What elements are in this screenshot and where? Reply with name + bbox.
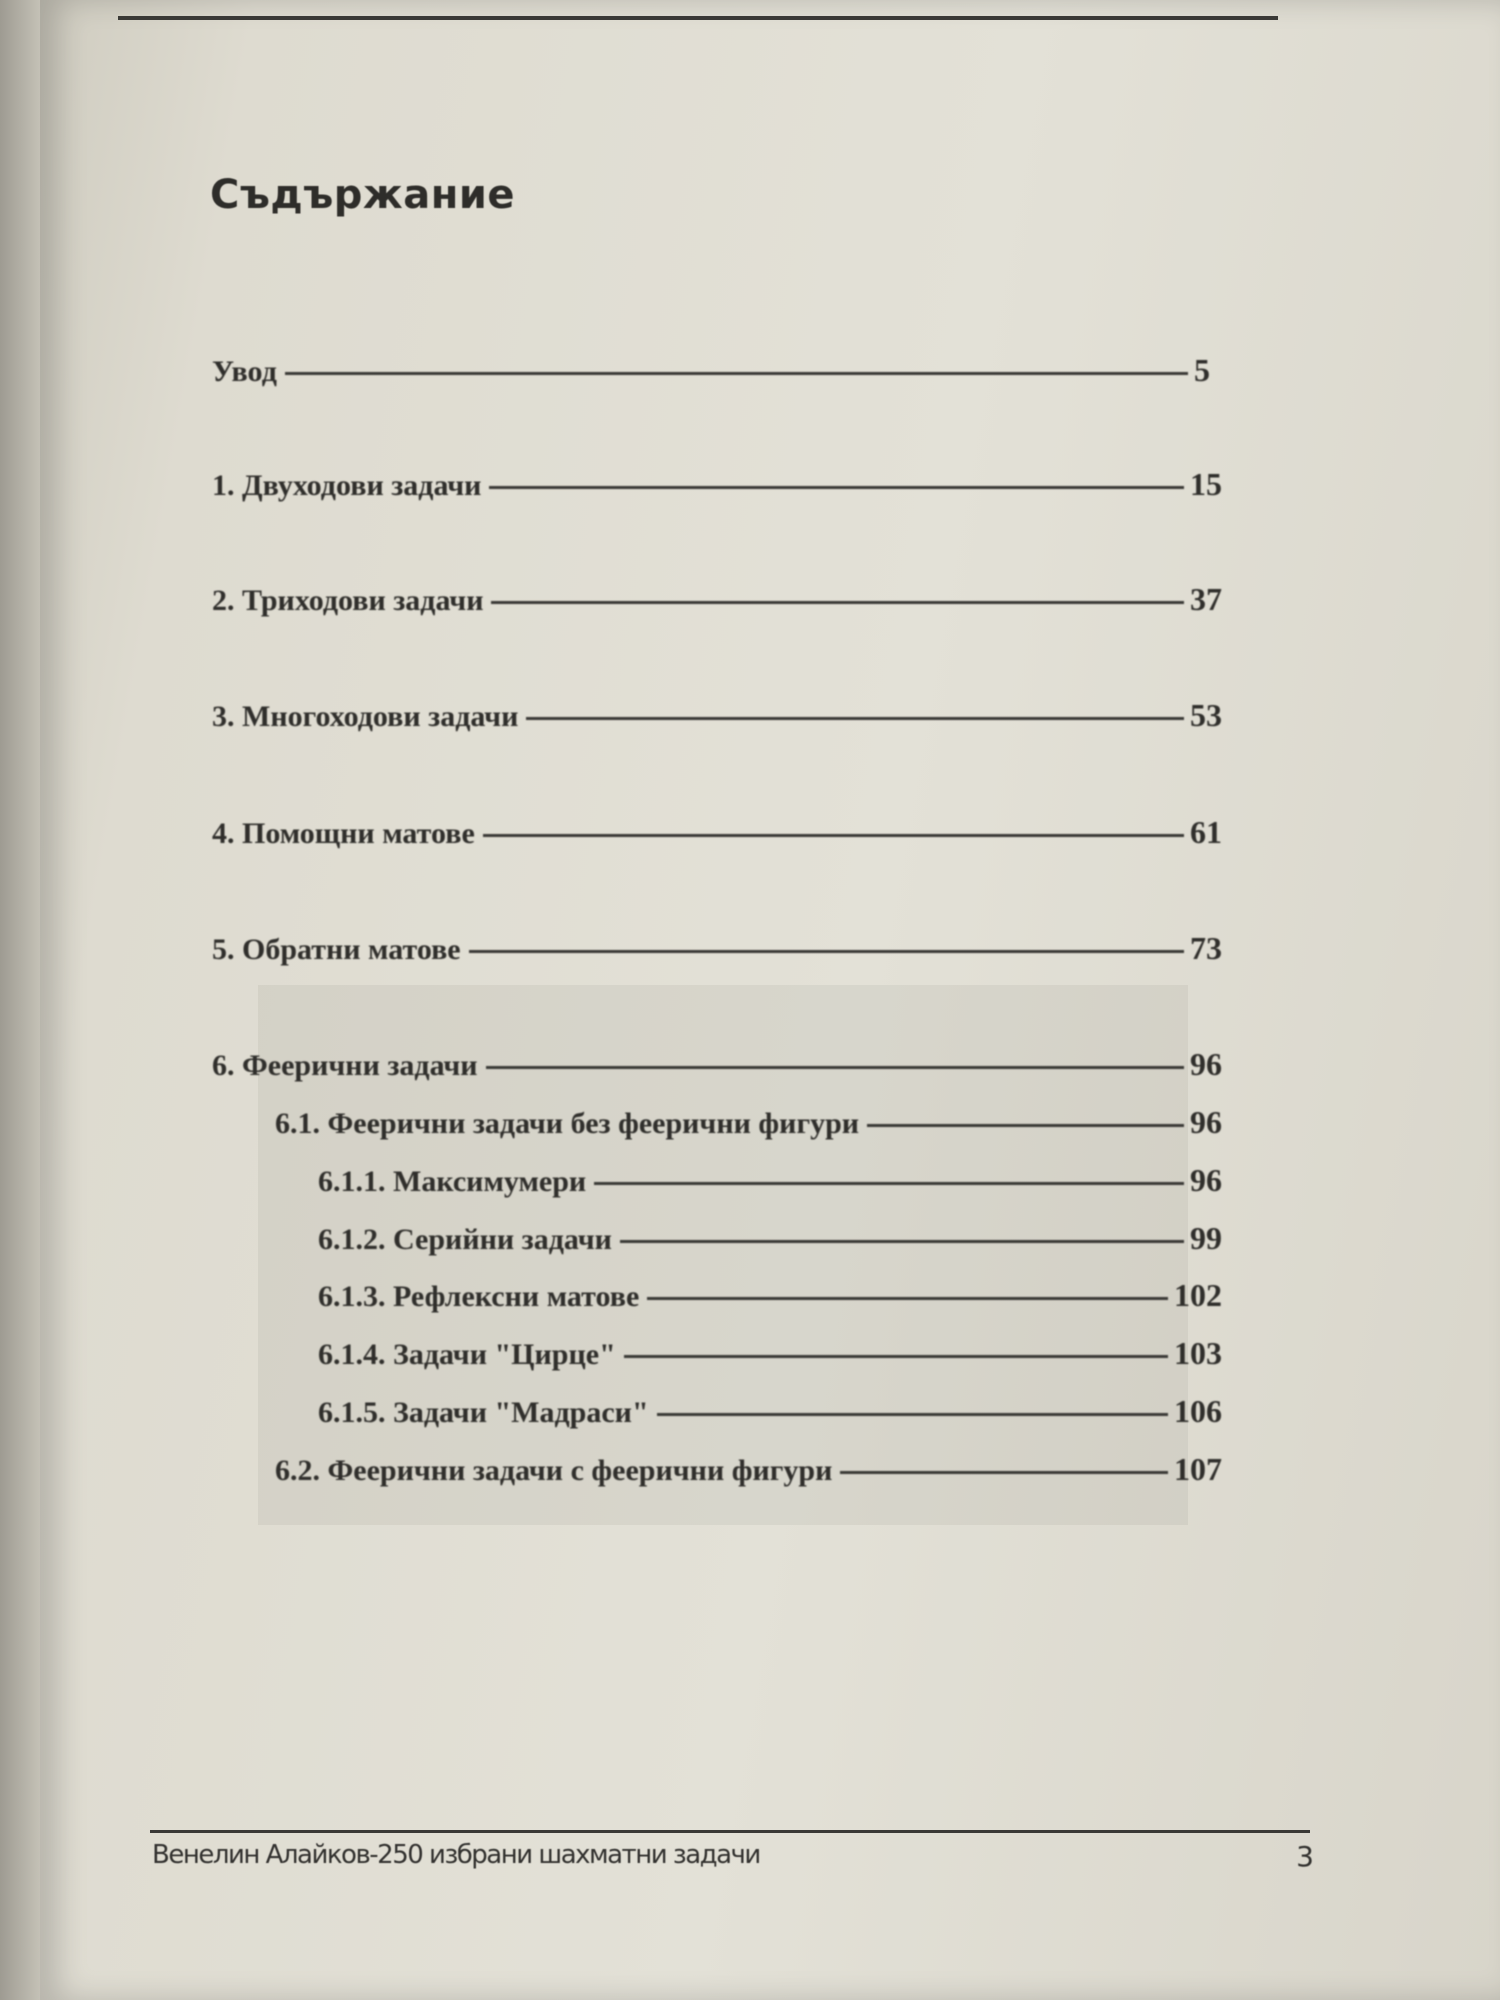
- toc-leader-line: [483, 834, 1184, 837]
- toc-entry-section-6-1-4: [318, 1335, 1222, 1372]
- toc-entry-label: 6. Феерични задачи: [212, 1049, 478, 1082]
- toc-entry-label: 1. Двуходови задачи: [212, 469, 482, 502]
- toc-page-number: 99: [1190, 1220, 1222, 1256]
- toc-page-number: 73: [1190, 930, 1222, 966]
- toc-leader-line: [526, 717, 1184, 720]
- toc-page-number: 103: [1174, 1335, 1222, 1371]
- toc-entry-label: 6.2. Феерични задачи с феерични фигури: [275, 1454, 833, 1487]
- toc-entry-label: 6.1.1. Максимумери: [318, 1165, 587, 1198]
- toc-entry-chapter-6: [212, 1046, 1222, 1083]
- toc-leader-line: [285, 372, 1188, 375]
- toc-page-number: 106: [1174, 1393, 1222, 1429]
- toc-page-number: 53: [1190, 697, 1222, 733]
- toc-page-number: 61: [1190, 814, 1222, 850]
- toc-page-number: 5: [1194, 352, 1210, 388]
- toc-page-number: 96: [1190, 1104, 1222, 1140]
- toc-entry-label: 3. Многоходови задачи: [212, 700, 519, 733]
- toc-page-number: 107: [1174, 1451, 1222, 1487]
- toc-leader-line: [594, 1182, 1184, 1185]
- toc-page-number: 102: [1174, 1277, 1222, 1313]
- toc-entry-section-6-1-1: [318, 1162, 1222, 1199]
- toc-leader-line: [647, 1297, 1168, 1300]
- toc-leader-line: [491, 601, 1184, 604]
- toc-entry-chapter-2: [212, 581, 1222, 618]
- toc-entry-label: Увод: [212, 355, 277, 388]
- toc-entry-section-6-1: [275, 1104, 1222, 1141]
- toc-page-number: 37: [1190, 581, 1222, 617]
- toc-leader-line: [486, 1066, 1184, 1069]
- toc-entry-label: 6.1.5. Задачи "Мадраси": [318, 1396, 649, 1429]
- toc-entry-section-6-2: [275, 1451, 1222, 1488]
- footer-page-number: 3: [1296, 1840, 1314, 1873]
- running-footer: Венелин Алайков-250 избрани шахматни задачи: [152, 1840, 760, 1870]
- toc-entry-label: 5. Обратни матове: [212, 933, 461, 966]
- toc-page-number: 96: [1190, 1162, 1222, 1198]
- toc-leader-line: [489, 486, 1184, 489]
- toc-entry-label: 2. Триходови задачи: [212, 584, 484, 617]
- toc-leader-line: [469, 950, 1184, 953]
- toc-entry-intro: [212, 352, 1210, 389]
- toc-entry-label: 6.1.2. Серийни задачи: [318, 1223, 612, 1256]
- toc-entry-section-6-1-3: [318, 1277, 1222, 1314]
- page-title: Съдържание: [210, 172, 515, 218]
- toc-entry-chapter-3: [212, 697, 1222, 734]
- toc-entry-chapter-5: [212, 930, 1222, 967]
- toc-leader-line: [620, 1240, 1184, 1243]
- toc-entry-section-6-1-5: [318, 1393, 1222, 1430]
- toc-leader-line: [840, 1471, 1168, 1474]
- toc-entry-chapter-4: [212, 814, 1222, 851]
- toc-entry-label: 6.1.3. Рефлексни матове: [318, 1280, 640, 1313]
- toc-page-number: 15: [1190, 466, 1222, 502]
- toc-entry-section-6-1-2: [318, 1220, 1222, 1257]
- toc-entry-chapter-1: [212, 466, 1222, 503]
- footer-rule: [150, 1830, 1310, 1833]
- toc-leader-line: [657, 1413, 1168, 1416]
- toc-entry-label: 6.1. Феерични задачи без феерични фигури: [275, 1107, 860, 1140]
- toc-page-number: 96: [1190, 1046, 1222, 1082]
- toc-entry-label: 4. Помощни матове: [212, 817, 475, 850]
- toc-leader-line: [867, 1124, 1184, 1127]
- toc-leader-line: [624, 1355, 1168, 1358]
- toc-entry-label: 6.1.4. Задачи "Цирце": [318, 1338, 616, 1371]
